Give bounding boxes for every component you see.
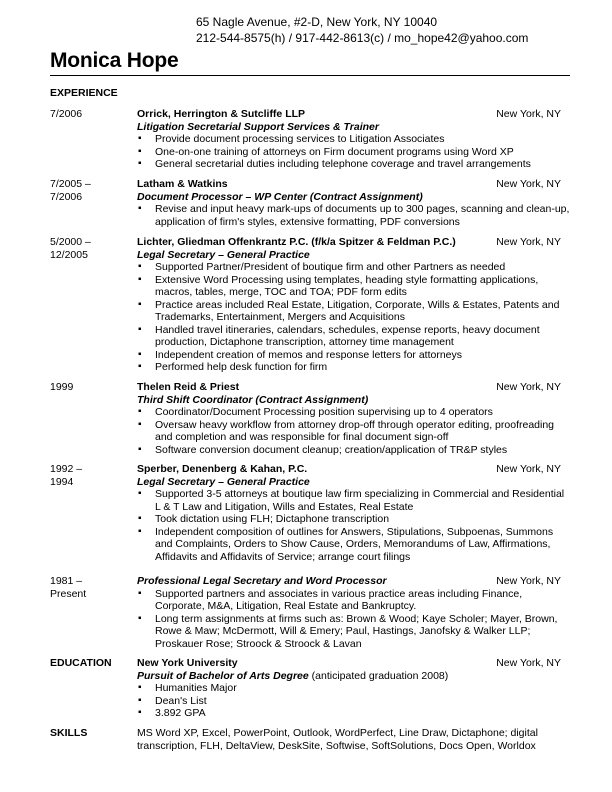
job-firm: Lichter, Gliedman Offenkrantz P.C. (f/k/a Spitzer & Feldman P.C.) <box>137 236 456 248</box>
bullet-item: ▪ Supported partners and associates in various practice areas including Finance, Corporate, M&A, Litigation, Real Estate and Bankruptcy. <box>137 588 570 613</box>
job-bullets <box>137 261 570 374</box>
bullet-item: ▪ Practice areas included Real Estate, Litigation, Corporate, Wills & Estates, Patents and Trademarks, Entertainment, Mergers and Acquisitions <box>137 299 570 324</box>
bullet-item: ▪ Took dictation using FLH; Dictaphone transcription <box>137 513 570 526</box>
bullet-item: ▪ Humanities Major <box>137 682 570 695</box>
job-bullets <box>137 203 570 228</box>
job-body <box>137 178 570 228</box>
job-location: New York, NY <box>496 463 561 475</box>
address: 65 Nagle Avenue, #2-D, New York, NY 10040 <box>196 15 438 29</box>
job-body <box>137 108 570 171</box>
job-firm: Orrick, Herrington & Sutcliffe LLP <box>137 108 306 120</box>
school-name: New York University <box>137 657 238 669</box>
bullet-item: ▪ Oversaw heavy workflow from attorney drop-off through operator editing, proofreading and completion and was responsible for final document sign-off <box>137 419 570 444</box>
bullet-item: ▪ Provide document processing services to Litigation Associates <box>137 133 570 146</box>
bullet-item: ▪ Supported Partner/President of boutique firm and other Partners as needed <box>137 261 570 274</box>
job-title: Document Processor – WP Center (Contract Assignment) <box>137 190 423 203</box>
school-location: New York, NY <box>496 657 561 669</box>
job-location: New York, NY <box>496 178 561 190</box>
job-location: New York, NY <box>496 108 561 120</box>
bullet-item: ▪ Coordinator/Document Processing position supervising up to 4 operators <box>137 406 570 419</box>
job-date: 5/2000 – 12/2005 <box>50 236 91 261</box>
job-date: 7/2006 <box>50 108 83 120</box>
header-divider <box>50 75 570 76</box>
job-title: Legal Secretary – General Practice <box>137 248 310 261</box>
job-title: Professional Legal Secretary and Word Processor <box>137 575 387 587</box>
job-bullets <box>137 488 570 563</box>
job-body <box>137 236 570 374</box>
job-date: 1999 <box>50 381 74 393</box>
bullet-item: ▪ Supported 3-5 attorneys at boutique law firm specializing in Commercial and Residential L & T Law and Litigation, Wills and Estates, Real Estate <box>137 488 570 513</box>
job-bullets <box>137 406 570 456</box>
job-body <box>137 381 570 456</box>
phones-email: 212-544-8575(h) / 917-442-8613(c) / mo_hope42@yahoo.com <box>196 31 529 45</box>
job-bullets <box>137 588 570 651</box>
education-body <box>137 657 570 720</box>
job-date: 1981 – Present <box>50 575 87 600</box>
degree-title: Pursuit of Bachelor of Arts Degree <box>137 669 309 682</box>
bullet-item: ▪ Dean's List <box>137 695 570 708</box>
bullet-item: ▪ Handled travel itineraries, calendars, schedules, expense reports, heavy document production, Dictaphone transcription, attorney time management <box>137 324 570 349</box>
degree-note: (anticipated graduation 2008) <box>308 669 449 682</box>
job-body <box>137 463 570 563</box>
section-heading-experience: EXPERIENCE <box>50 87 118 99</box>
job-bullets <box>137 133 570 171</box>
bullet-item: ▪ Extensive Word Processing using templates, heading style formatting applications, macros, tables, merge, TOC and TOA; PDF form edits <box>137 274 570 299</box>
contact-block <box>196 14 528 46</box>
job-title: Litigation Secretarial Support Services & Trainer <box>137 120 379 133</box>
bullet-item: ▪ 3.892 GPA <box>137 707 570 720</box>
job-date: 1992 – 1994 <box>50 463 83 488</box>
job-body <box>137 575 570 650</box>
section-heading-skills: SKILLS <box>50 727 88 739</box>
bullet-item: ▪ Independent creation of memos and response letters for attorneys <box>137 349 570 362</box>
section-heading-education: EDUCATION <box>50 657 112 669</box>
job-location: New York, NY <box>496 381 561 393</box>
bullet-item: ▪ Independent composition of outlines for Answers, Stipulations, Subpoenas, Summons and Complaints, Orders to Show Cause, Orders, Memorandums of Law, Affirmations, Affidavits and Affidavits of Service; arrange court filings <box>137 526 570 564</box>
job-firm: Thelen Reid & Priest <box>137 381 240 393</box>
skills-text: MS Word XP, Excel, PowerPoint, Outlook, WordPerfect, Line Draw, Dictaphone; digital transcription, FLH, DeltaView, DeskSite, Softwise, SoftSolutions, Docs Open, Worldox <box>137 727 538 752</box>
bullet-item: ▪ Revise and input heavy mark-ups of documents up to 300 pages, scanning and clean-up, application of firm's styles, extensive formatting, PDF conversions <box>137 203 570 228</box>
job-firm: Sperber, Denenberg & Kahan, P.C. <box>137 463 308 475</box>
bullet-item: ▪ One-on-one training of attorneys on Firm document programs using Word XP <box>137 146 570 159</box>
bullet-item: ▪ Software conversion document cleanup; creation/application of TR&P styles <box>137 444 570 457</box>
degree-line <box>137 670 570 683</box>
job-date: 7/2005 – 7/2006 <box>50 178 91 203</box>
job-title: Third Shift Coordinator (Contract Assignment) <box>137 393 369 406</box>
education-bullets <box>137 682 570 720</box>
bullet-item: ▪ General secretarial duties including telephone coverage and travel arrangements <box>137 158 570 171</box>
bullet-item: ▪ Long term assignments at firms such as: Brown & Wood; Kaye Scholer; Mayer, Brown, Rowe & Maw; McDermott, Will & Emery; Paul, Hastings, Janofsky & Walker LLP; Proskauer Rose; Stroock & Stroock & Lavan <box>137 613 570 651</box>
job-firm: Latham & Watkins <box>137 178 228 190</box>
candidate-name: Monica Hope <box>50 49 179 72</box>
job-location: New York, NY <box>496 575 561 587</box>
job-location: New York, NY <box>496 236 561 248</box>
job-title: Legal Secretary – General Practice <box>137 475 310 488</box>
bullet-item: ▪ Performed help desk function for firm <box>137 361 570 374</box>
